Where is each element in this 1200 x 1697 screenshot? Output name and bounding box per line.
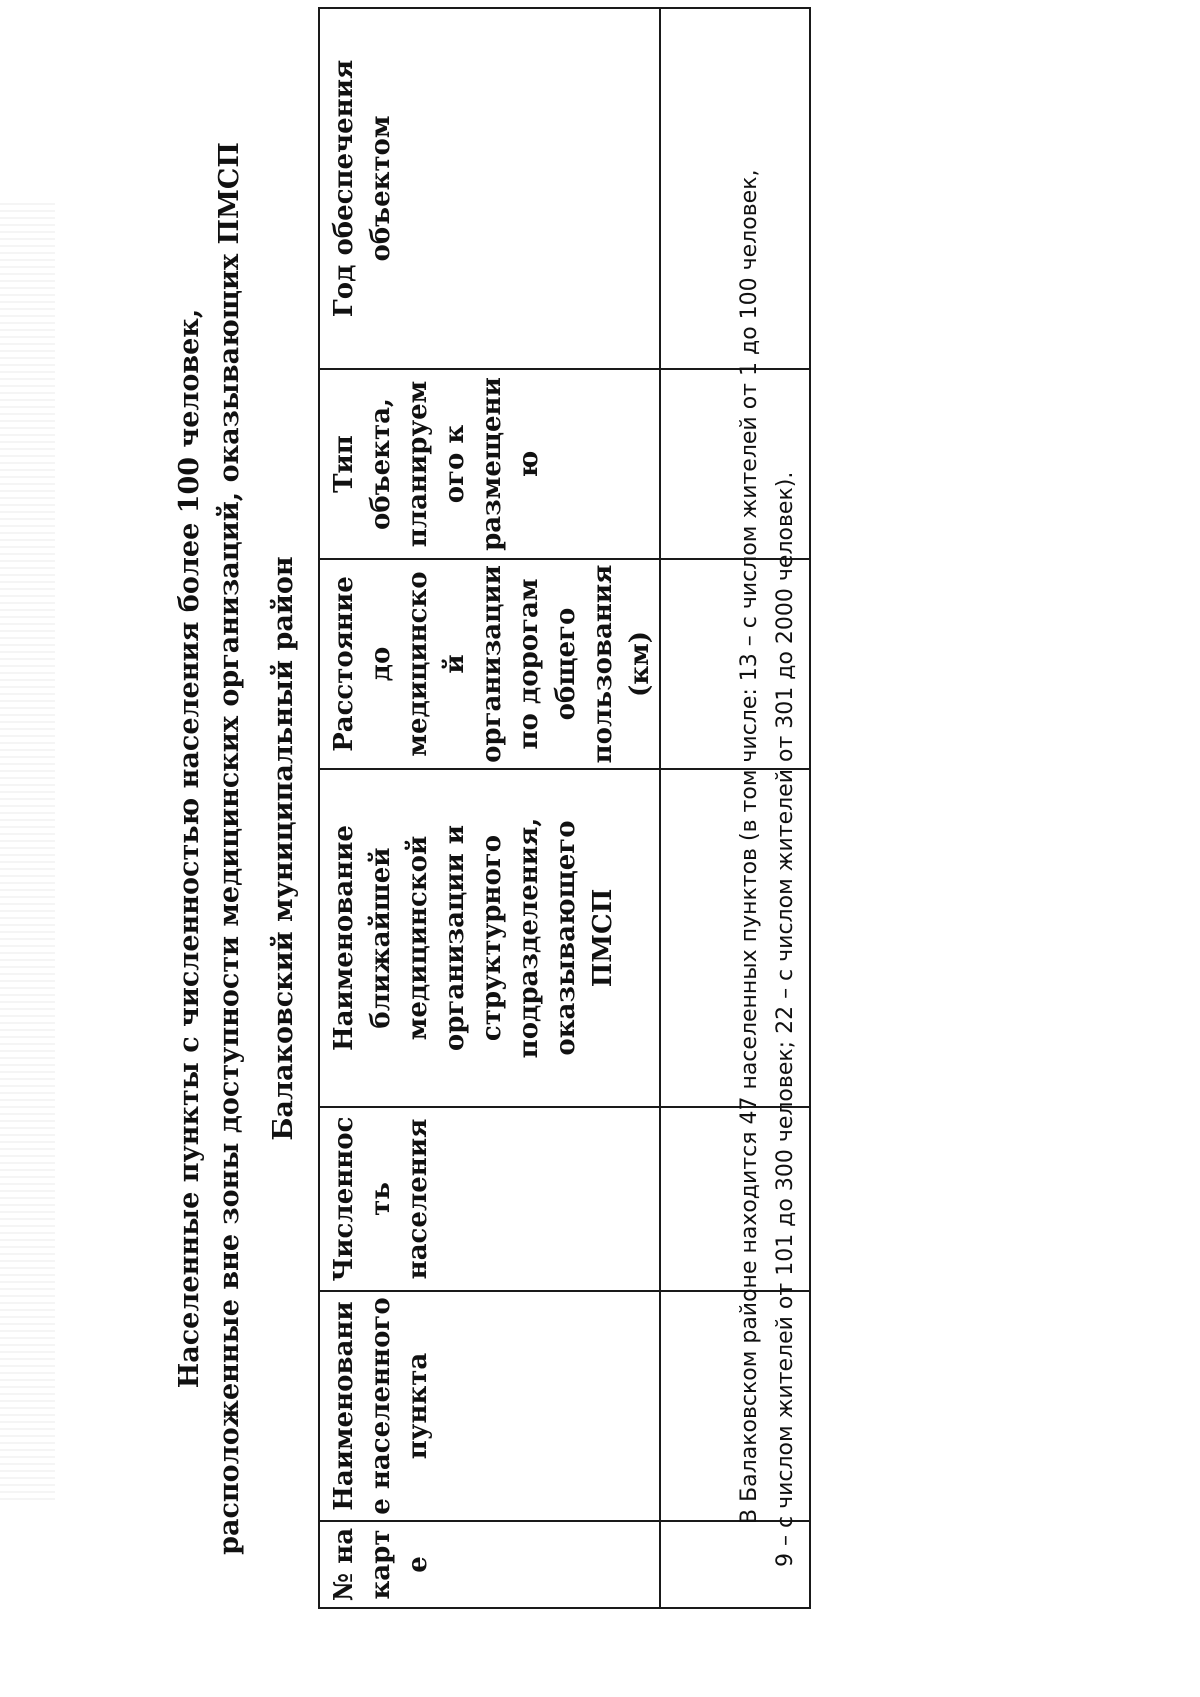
document-title-line-1: Населенные пункты с численностью населения более 100 человек,: [174, 308, 205, 1389]
document-title-line-2: расположенные вне зоны доступности медицинских организаций, оказывающих ПМСП: [214, 142, 245, 1555]
document-subtitle: Балаковский муниципальный район: [268, 556, 299, 1141]
footer-note-line-2: 9 – с числом жителей от 101 до 300 человек; 22 – с числом жителей от 301 до 2000 человек).: [773, 471, 798, 1567]
header-object-type: Тип объекта, планируемого к размещению: [319, 369, 660, 559]
header-year: Год обеспечения объектом: [319, 8, 660, 369]
header-population: Численность населения: [319, 1107, 660, 1291]
header-settlement-name: Наименование населенного пункта: [319, 1291, 660, 1521]
footer-note-line-1: В Балаковском районе находится 47 населенных пунктов (в том числе: 13 – с числом жителей от 1 до 100 человек,: [737, 169, 762, 1524]
header-nearest-medical-org: Наименование ближайшей медицинской организации и структурного подразделения, оказывающего ПМСП: [319, 769, 660, 1107]
header-map-number: № на карте: [319, 1521, 660, 1608]
table-header-row: [319, 8, 660, 1608]
header-distance: Расстояние до медицинской организации по дорогам общего пользования (км): [319, 559, 660, 769]
